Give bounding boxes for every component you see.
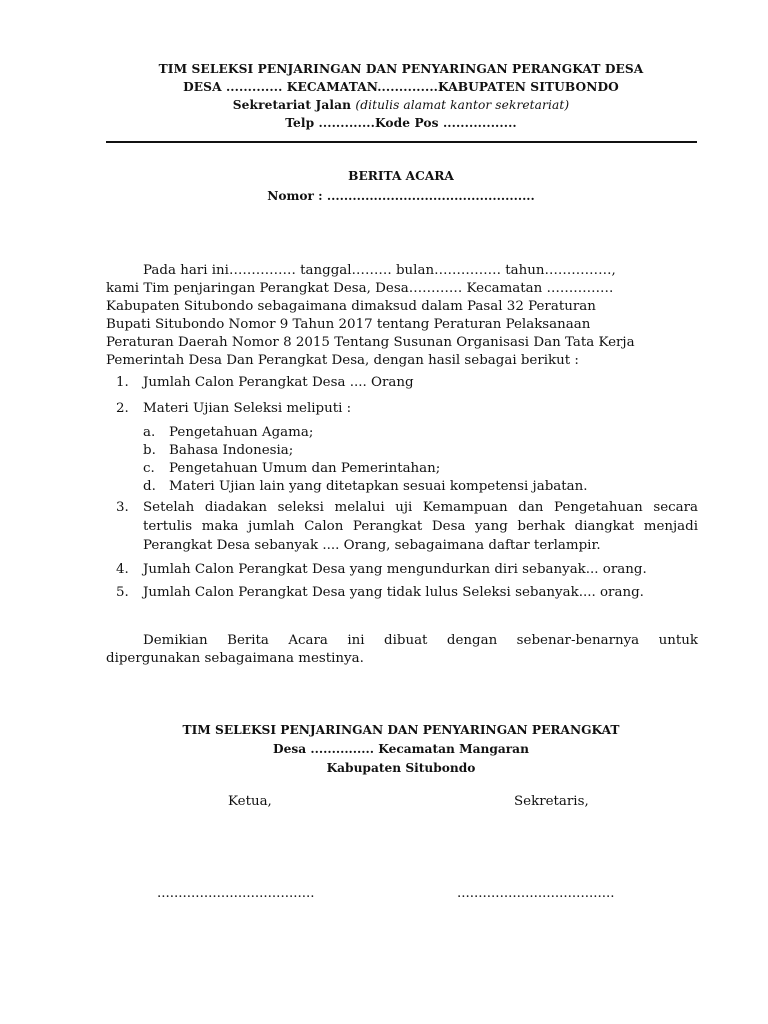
- header-line-1: TIM SELEKSI PENJARINGAN DAN PENYARINGAN PERANGKAT DESA: [158, 62, 644, 76]
- header-address-label: Sekretariat Jalan: [232, 98, 352, 112]
- opening-line: Bupati Situbondo Nomor 9 Tahun 2017 tentang Peraturan Pelaksanaan: [106, 317, 591, 332]
- ketua-signature-line: .....................................: [157, 886, 315, 901]
- document-page: TIM SELEKSI PENJARINGAN DAN PENYARINGAN PERANGKAT DESA DESA ............. KECAMATAN..............KABUPATEN SITUBONDO Sekretariat Jalan (ditulis alamat kantor sekretariat) Telp .............Kode Pos ................. BERITA ACARA Nomor : ................................................. Pada hari ini…………… tanggal……… bulan…………… tahun……………, kami Tim penjaringan Perangkat Desa, Desa………… Kecamatan …………… Kabupaten Situbondo sebagaimana dimaksud dalam Pasal 32 Peraturan Bupati Situbondo Nomor 9 Tahun 2017 tentang Peraturan Pelaksanaan Peraturan Daerah Nomor 8 2015 Tentang Susunan Organisasi Dan Tata Kerja Pemerintah Desa Dan Perangkat Desa, dengan hasil sebagai berikut : 1. Jumlah Calon Perangkat Desa .... Orang 2. Materi Ujian Seleksi meliputi : a. Pengetahuan Agama; b. Bahasa Indonesia; c. Pengetahuan Umum dan Pemerintahan; d. Materi Ujian lain yang ditetapkan sesuai kompetensi jabatan. 3. Setelah diadakan seleksi melalui uji Kemampuan dan Pengetahuan secara tertulis maka jumlah Calon Perangkat Desa yang berhak diangkat menjadi Perangkat Desa sebanyak .... Orang, sebagaimana daftar terlampir. 4. Jumlah Calon Perangkat Desa yang mengundurkan diri sebanyak... orang. 5. Jumlah Calon Perangkat Desa yang tidak lulus Seleksi sebanyak.... orang. Demikian Berita Acara ini dibuat dengan sebenar-benarnya untuk dipergunakan sebagaimana mestinya. TIM SELEKSI PENJARINGAN DAN PENYARINGAN PERANGKAT Desa ............... Kecamatan Mangaran Kabupaten Situbondo Ketua, Sekretaris, ..................................... .....................................: [106, 62, 698, 901]
- header-line-2: DESA ............. KECAMATAN..............KABUPATEN SITUBONDO: [183, 80, 619, 94]
- header-line-4: Telp .............Kode Pos .................: [285, 116, 517, 130]
- opening-line: Pemerintah Desa Dan Perangkat Desa, dengan hasil sebagai berikut :: [106, 353, 579, 368]
- opening-line: Kabupaten Situbondo sebagaimana dimaksud dalam Pasal 32 Peraturan: [106, 299, 596, 314]
- opening-line: Peraturan Daerah Nomor 8 2015 Tentang Susunan Organisasi Dan Tata Kerja: [106, 335, 635, 350]
- sekretaris-label: Sekretaris,: [514, 794, 589, 809]
- header-address-note: (ditulis alamat kantor sekretariat): [355, 98, 570, 112]
- document-number: Nomor : .................................................: [267, 189, 535, 203]
- opening-line: Pada hari ini…………… tanggal……… bulan…………… tahun……………,: [143, 263, 616, 278]
- closing-line: dipergunakan sebagaimana mestinya.: [106, 651, 364, 666]
- closing-paragraph: [106, 632, 698, 668]
- header-line-3: [106, 98, 696, 112]
- header-divider: [106, 141, 697, 143]
- closing-line: Demikian Berita Acara ini dibuat dengan sebenar-benarnya untuk: [143, 633, 698, 648]
- opening-line: kami Tim penjaringan Perangkat Desa, Desa………… Kecamatan ……………: [106, 281, 614, 296]
- opening-paragraph: [106, 262, 698, 370]
- sekretaris-signature-line: .....................................: [457, 886, 615, 901]
- document-title: BERITA ACARA: [348, 169, 454, 183]
- ketua-label: Ketua,: [228, 794, 272, 809]
- footer-regency: Kabupaten Situbondo: [326, 761, 476, 775]
- footer-committee: TIM SELEKSI PENJARINGAN DAN PENYARINGAN PERANGKAT: [182, 723, 620, 737]
- footer-village: Desa ............... Kecamatan Mangaran: [273, 742, 529, 756]
